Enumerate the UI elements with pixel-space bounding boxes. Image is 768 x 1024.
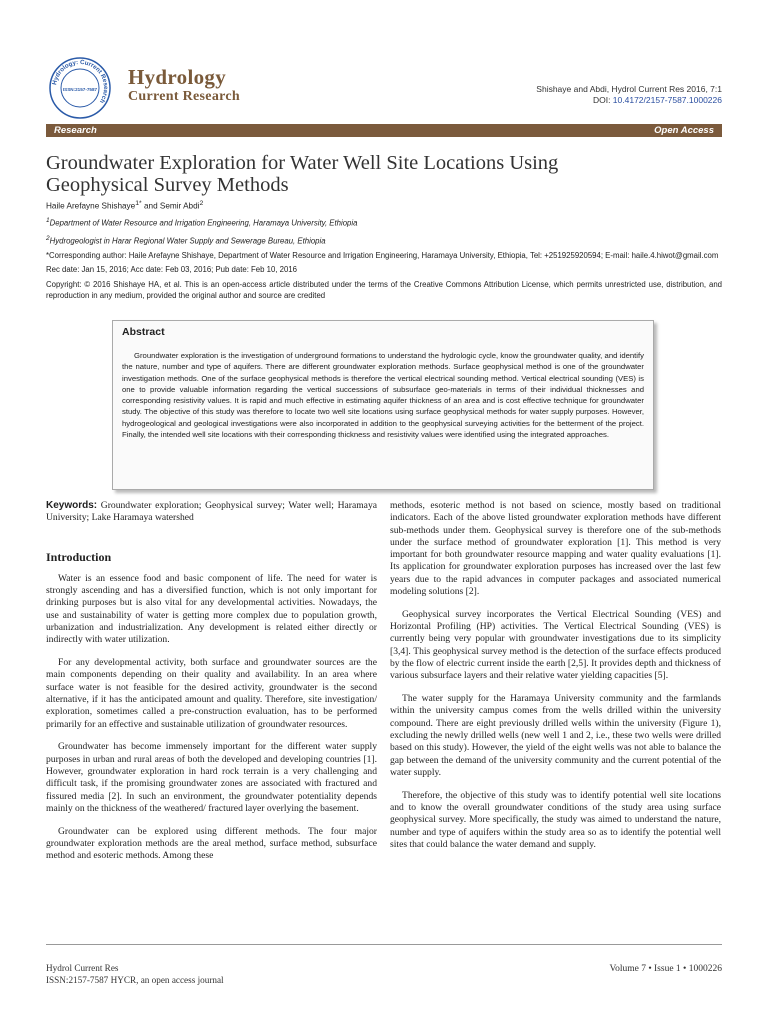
author-line (46, 198, 722, 212)
journal-logo (48, 56, 112, 120)
affiliation-1 (46, 215, 722, 229)
paragraph: Groundwater has become immensely important for the different water supply purposes in urban and rural areas of both the developed and developing countries [1]. However, groundwater exploration in hard rock terrain is a very challenging and difficult task, if the promising groundwater zones are associated with fractured and fissured media [2]. In such an environment, the groundwater potentiality depends mainly on the thickness of the weathered/ fractured layer overlying the basement. (46, 741, 377, 814)
corresponding-author: *Corresponding author: Haile Arefayne Shishaye, Department of Water Resource and Irrigation Engineering, Haramaya University, Ethiopia, Tel: +251925920594; E-mail: haile.4.hiwot@gmail.com (46, 250, 719, 260)
paragraph: Geophysical survey incorporates the Vertical Electrical Sounding (VES) and Horizontal Profiling (HP) activities. The Vertical Electrical Sounding (VES) is currently being very popular with groundwater investigations due to its simplicity [3,4]. This geophysical survey method is the detection of the surface effects produced by the flow of electric current inside the earth [2,5]. It provides depth and thickness of various subsurface layers and their relative water yielding capacities [5]. (390, 608, 721, 682)
affiliation-2 (46, 233, 722, 247)
citation-block (536, 84, 722, 106)
author-1: Haile Arefayne Shishaye (46, 201, 136, 211)
paragraph: Groundwater can be explored using different methods. The four major groundwater exploration methods are the areal method, surface method, subsurface method and esoteric methods. Among these (46, 825, 377, 862)
banner-article-type: Research (54, 125, 97, 136)
footer-issn: ISSN:2157-7587 HYCR, an open access journal (46, 975, 224, 985)
paragraph: For any developmental activity, both surface and groundwater sources are the main components depending on their quality and availability. In an area where surface water is not feasible for the desired activity, groundwater is the second alternative, if it has the anticipated amount and quality. Therefore, site investigation/ exploration, sometimes called a pre-construction evaluation, has to be performed primarily for an effective and sustainable utilization of groundwater resources. (46, 657, 377, 730)
footer-divider (46, 944, 722, 945)
article-title (46, 152, 726, 196)
citation-line: Shishaye and Abdi, Hydrol Current Res 2016, 7:1 (536, 84, 722, 94)
paragraph: Water is an essence food and basic component of life. The need for water is strongly ascending and has a diversified function, which is not only important for drinking purposes but is also vital for any developmental activities. Nowadays, the use and sustainability of water is getting more complex due to population growth, urbanization and industrialization. Any development is related either directly or indirectly with water utilization. (46, 572, 377, 646)
footer-journal-info (46, 962, 224, 986)
logo-ring-text: Hydrology: Current Research (51, 58, 110, 105)
abstract-heading: Abstract (122, 326, 165, 338)
introduction-heading: Introduction (46, 549, 112, 564)
body-column-right (390, 500, 721, 862)
author-2-sup: 2 (199, 200, 204, 207)
affiliation-1-sup: 1 (46, 217, 50, 225)
banner-open-access: Open Access (654, 125, 714, 136)
copyright-notice: Copyright: © 2016 Shishaye HA, et al. This is an open-access article distributed under the terms of the Creative Commons Attribution License, which permits unrestricted use, distribution, and reproduction in any medium, provided the original author and source are credited (46, 279, 722, 300)
journal-name-line2: Current Research (128, 89, 240, 104)
abstract-box (112, 320, 654, 490)
journal-name-line1: Hydrology (128, 65, 226, 89)
keywords-label: Keywords: (46, 500, 98, 511)
paragraph: The water supply for the Haramaya University community and the farmlands within the university campus comes from the wells drilled within the university compound. There are eight previously drilled wells within the university (Figure 1), excluding the newly drilled wells (new well 1 and 2, i.e., these two wells were drilled based on this study). However, the yield of the eight wells was not able to balance the gap between the demand of the university community and the current potential of the water supply. (390, 693, 721, 778)
front-matter (46, 198, 722, 304)
body-column-left (46, 500, 377, 873)
author-and: and Semir Abdi (141, 201, 200, 211)
affiliation-2-text: Hydrogeologist in Harar Regional Water Supply and Sewerage Bureau, Ethiopia (49, 236, 326, 246)
abstract-text: Groundwater exploration is the investigation of underground formations to understand the hydrologic cycle, know the groundwater quality, and identify the nature, number and type of aquifers. There are different groundwater exploration methods. Surface geophysical method is one of the groundwater investigation methods. One of the surface geophysical methods is therefore the vertical electrical sounding method. Vertical electrical sounding (VES) is one to provide valuable information regarding the vertical successions of subsurface geo-materials in terms of their individual thicknesses and corresponding resistivity values. It is rapid and much effective in estimating aquifer thickness of an area and is cost effective technique for groundwater study. The objective of this study was therefore to locate two well site locations using surface geophysical methods for water supply purposes. However, hydrogeological and geological investigations were also incorporated in addition to the geophysical surveying activities for the betterment of the project. Finally, the intended well site locations with their corresponding thickness and resistivity values were identified using the integrated approaches. (122, 351, 644, 440)
title-line1: Groundwater Exploration for Water Well Site Locations Using (46, 152, 559, 174)
footer-journal: Hydrol Current Res (46, 963, 119, 973)
doi-line (536, 95, 722, 106)
keywords (46, 500, 377, 525)
paragraph: methods, esoteric method is not based on science, mostly based on traditional indicators. Each of the above listed groundwater exploration methods have different sub-methods under them. Geophysical survey is therefore one of the sub-methods under the surface method of groundwater exploration [1]. This method is very important for both groundwater resource mapping and water quality evaluations [1]. Its application for groundwater exploration purposes has increased over the last few years due to the rapid advances in computer packages and associated numerical modeling solutions [2]. (390, 500, 721, 598)
footer-volume: Volume 7 • Issue 1 • 1000226 (609, 964, 722, 974)
doi-label: DOI: (592, 95, 613, 105)
affiliation-2-sup: 2 (46, 234, 50, 242)
affiliation-1-text: Department of Water Resource and Irrigation Engineering, Haramaya University, Ethiopia (49, 218, 358, 228)
author-1-sup: 1* (135, 200, 142, 207)
doi-link[interactable]: 10.4172/2157-7587.1000226 (612, 95, 722, 105)
keywords-list: Groundwater exploration; Geophysical survey; Water well; Haramaya University; Lake Haramaya watershed (46, 500, 377, 524)
title-line2: Geophysical Survey Methods (46, 174, 289, 196)
article-type-banner (46, 124, 722, 137)
article-dates: Rec date: Jan 15, 2016; Acc date: Feb 03, 2016; Pub date: Feb 10, 2016 (46, 265, 297, 275)
paragraph: Therefore, the objective of this study was to identify potential well site locations and to know the overall groundwater conditions of the study area using surface geophysical survey. More specifically, the study was aimed to understand the nature, number and type of aquifers within the study area so as to identify the potential well sites that could balance the water demand and supply. (390, 789, 721, 850)
logo-issn: ISSN:2157-7587 (62, 87, 98, 92)
journal-name (128, 66, 240, 106)
